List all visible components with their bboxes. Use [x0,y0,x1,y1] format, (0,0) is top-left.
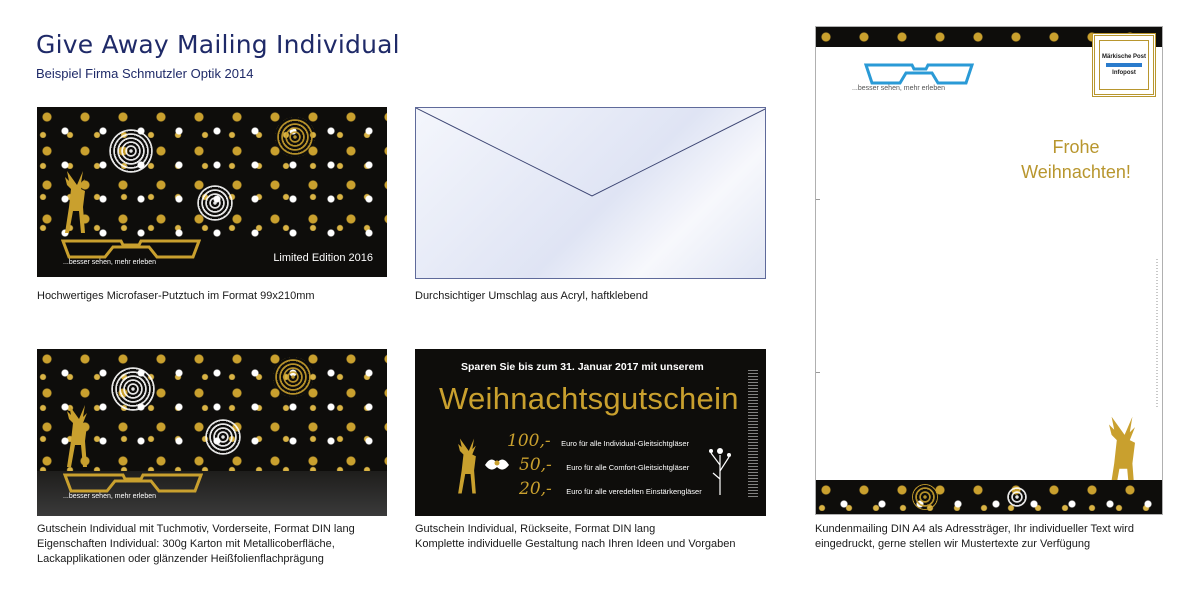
reindeer-icon [57,401,97,471]
fold-mark [816,199,820,200]
voucher-back-image [415,349,766,516]
rosette-ornament [111,367,155,411]
offer-text: Euro für alle Individual-Gleitsichtgläser [561,439,690,448]
greeting-text [1006,135,1146,185]
envelope-caption: Durchsichtiger Umschlag aus Acryl, haftklebend [415,290,648,302]
flower-icon [707,435,733,497]
caption-line: Gutschein Individual mit Tuchmotiv, Vorderseite, Format DIN lang [37,523,355,535]
slogan-text: ...besser sehen, mehr erleben [852,85,945,92]
stamp-inner [1099,40,1149,90]
letter-image [815,26,1163,515]
side-fine-print [1156,257,1158,407]
stamp-title: Märkische Post [1101,54,1147,60]
holly-icon [483,453,511,475]
letter-caption [815,522,1134,552]
glasses-logo-icon [61,237,201,259]
offer-amount: 50,- [519,455,552,475]
offer-amount: 100,- [507,431,551,451]
caption-line: eingedruckt, gerne stellen wir Mustertexte zur Verfügung [815,538,1091,550]
offer-text: Euro für alle veredelten Einstärkengläser [566,487,702,496]
rosette-ornament [205,419,241,455]
rosette-ornament [912,484,938,510]
caption-line: Eigenschaften Individual: 300g Karton mit Metallicoberfläche, [37,538,335,550]
edition-label: Limited Edition 2016 [273,252,373,264]
offer-amount: 20,- [519,479,552,499]
rosette-ornament [275,117,315,157]
offer-row [519,455,689,475]
fold-mark [816,372,820,373]
rosette-ornament [273,357,313,397]
rosette-ornament [197,185,233,221]
page-title: Give Away Mailing Individual [36,30,400,59]
postage-stamp [1092,33,1156,97]
voucher-back-caption [415,522,735,552]
envelope-flap [416,108,766,279]
glasses-logo-icon [864,61,974,87]
stamp-bar [1106,63,1142,67]
slogan-text: ...besser sehen, mehr erleben [63,493,156,500]
caption-line: Komplette individuelle Gestaltung nach Ihren Ideen und Vorgaben [415,538,736,550]
ornament-band-bottom [816,480,1162,514]
reindeer-icon [449,435,485,497]
rosette-ornament [1006,486,1028,508]
offer-text: Euro für alle Comfort-Gleitsichtgläser [566,463,690,472]
glasses-logo-icon [63,471,203,493]
page-subtitle: Beispiel Firma Schmutzler Optik 2014 [36,66,254,81]
cloth-caption: Hochwertiges Microfaser-Putztuch im Format 99x210mm [37,290,315,302]
fine-print-strip [748,369,758,497]
offer-row [519,479,702,499]
slogan-text: ...besser sehen, mehr erleben [63,259,156,266]
cloth-image [37,107,387,277]
voucher-front-caption [37,522,355,567]
caption-line: Gutschein Individual, Rückseite, Format DIN lang [415,523,656,535]
offer-row [507,431,689,451]
stamp-subtitle: Infopost [1112,70,1136,76]
caption-line: Kundenmailing DIN A4 als Adressträger, Ihr individueller Text wird [815,523,1134,535]
voucher-headline: Sparen Sie bis zum 31. Januar 2017 mit unserem [461,361,704,373]
caption-line: Lackapplikationen oder glänzender Heißfolienflachprägung [37,553,324,565]
reindeer-icon [55,167,95,237]
rosette-ornament [109,129,153,173]
voucher-front-image [37,349,387,516]
voucher-title: Weihnachtsgutschein [439,381,739,416]
greeting-line: Weihnachten! [1021,162,1131,182]
greeting-line: Frohe [1052,137,1100,157]
envelope-image [415,107,766,279]
